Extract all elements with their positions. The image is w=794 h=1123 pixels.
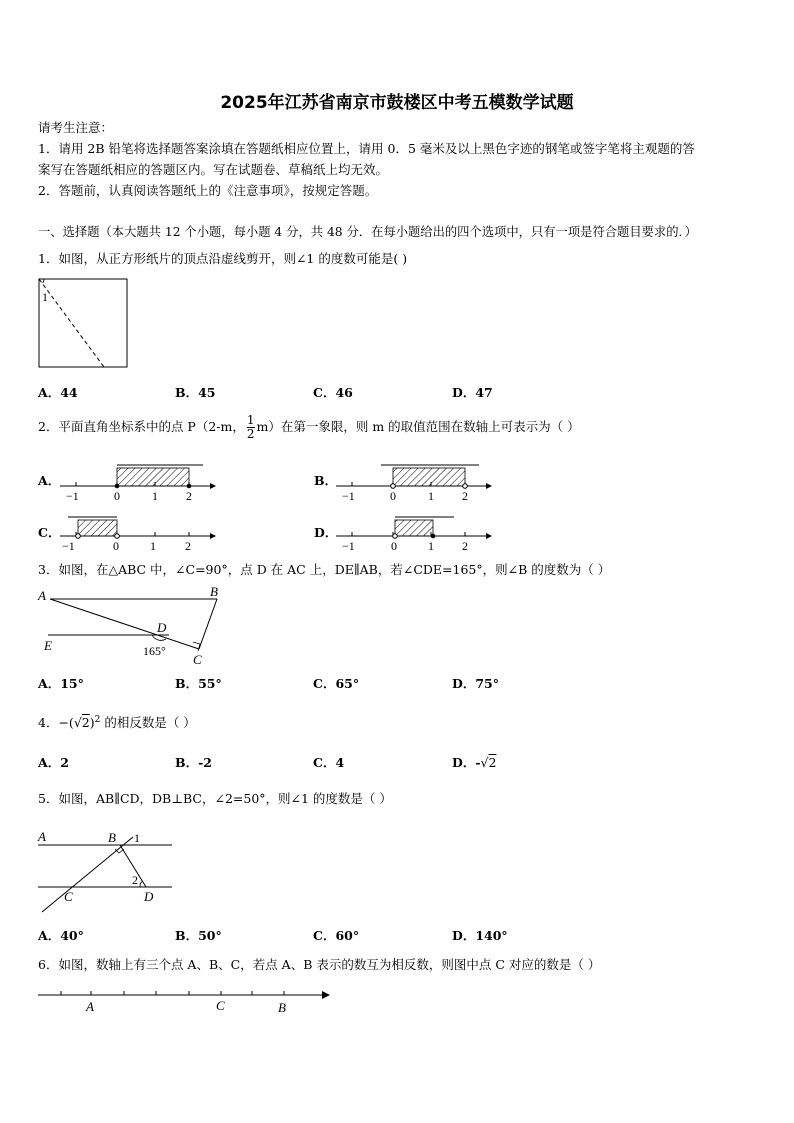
- q4-exponent: 2: [94, 715, 101, 725]
- notice-line-1: 1．请用 2B 铅笔将选择题答案涂填在答题纸相应位置上，请用 0．5 毫米及以上黑色字迹的钢笔或签字笔将主观题的答: [38, 141, 695, 156]
- q2-numberline-a: [60, 458, 220, 502]
- q6-numberline: [36, 986, 336, 1018]
- q3-triangle-figure: [36, 584, 226, 668]
- q6-label-c: C: [216, 998, 225, 1013]
- q1-cut-line: [39, 279, 104, 367]
- tick-label: −1: [62, 539, 75, 553]
- q6-stem: 6．如图，数轴上有三个点 A、B、C，若点 A、B 表示的数互为相反数，则图中点 C 对应的数是（ ）: [38, 957, 601, 972]
- q5-option-c[interactable]: C．60°: [313, 928, 360, 943]
- q5-stem: 5．如图，AB∥CD，DB⊥BC，∠2=50°，则∠1 的度数是（ ）: [38, 791, 392, 806]
- notice-line-2: 2．答题前，认真阅读答题纸上的《注意事项》，按规定答题。: [38, 183, 378, 198]
- q3-angle-label: 165°: [143, 644, 166, 658]
- sqrt-icon: √: [73, 715, 82, 731]
- tick-label: 0: [113, 539, 119, 553]
- q5-angle-1-label: 1: [134, 831, 140, 845]
- tick-label: −1: [342, 489, 355, 503]
- q4-option-a[interactable]: A．2: [38, 755, 69, 770]
- q4-option-d[interactable]: [452, 755, 496, 771]
- q2-stem: [38, 412, 580, 442]
- q4-option-b[interactable]: B．-2: [175, 755, 212, 770]
- q1-square-figure: [38, 278, 130, 370]
- q2-stem-start: 2．平面直角坐标系中的点 P（2-m，: [38, 419, 245, 434]
- q4-radicand: 2: [81, 715, 90, 731]
- notice-heading: 请考生注意：: [38, 120, 114, 135]
- q1-option-b[interactable]: B．45: [175, 385, 216, 400]
- q1-option-d[interactable]: D．47: [452, 385, 493, 400]
- tick-label: 1: [152, 489, 158, 503]
- q5-option-d[interactable]: D．140°: [452, 928, 508, 943]
- q2-stem-end: m）在第一象限，则 m 的取值范围在数轴上可表示为（ ）: [256, 419, 580, 434]
- tick-label: 0: [391, 539, 397, 553]
- q4-option-d-label: D．-: [452, 755, 481, 770]
- q3-stem: 3．如图，在△ABC 中，∠C=90°，点 D 在 AC 上，DE∥AB，若∠CDE=165°，则∠B 的度数为（ ）: [38, 562, 611, 577]
- tick-label: 0: [114, 489, 120, 503]
- q2-fraction-denominator: 2: [246, 427, 255, 441]
- q5-label-a: A: [38, 829, 46, 844]
- tick-label: 0: [390, 489, 396, 503]
- q5-option-a[interactable]: A．40°: [38, 928, 84, 943]
- q1-stem: 1．如图，从正方形纸片的顶点沿虚线剪开，则∠1 的度数可能是( ): [38, 251, 408, 266]
- q2-fraction-numerator: 1: [246, 413, 255, 427]
- tick-label: 2: [186, 489, 192, 503]
- q2-numberline-d: [336, 510, 496, 554]
- q5-label-d: D: [144, 889, 154, 904]
- tick-label: 2: [462, 489, 468, 503]
- tick-label: 2: [185, 539, 191, 553]
- q4-number: 4．: [38, 715, 59, 731]
- sqrt-icon: √: [480, 755, 489, 770]
- q2-option-b[interactable]: B．: [314, 473, 338, 488]
- tick-label: 1: [150, 539, 156, 553]
- q3-label-b: B: [210, 584, 218, 599]
- q2-fraction: [247, 414, 255, 441]
- tick-label: −1: [342, 539, 355, 553]
- tick-label: 1: [428, 539, 434, 553]
- q3-option-b[interactable]: B．55°: [175, 676, 222, 691]
- q5-parallel-figure: [36, 820, 176, 916]
- q3-option-c[interactable]: C．65°: [313, 676, 360, 691]
- q3-label-a: A: [38, 588, 46, 603]
- q3-label-d: D: [157, 620, 167, 635]
- q5-label-b: B: [108, 830, 116, 845]
- q3-option-d[interactable]: D．75°: [452, 676, 499, 691]
- tick-label: 1: [428, 489, 434, 503]
- q2-option-a[interactable]: A．: [38, 473, 61, 488]
- q2-option-d[interactable]: D．: [314, 525, 338, 540]
- q4-option-d-radicand: 2: [488, 755, 497, 770]
- q1-angle-label: 1: [42, 290, 48, 304]
- q5-angle-2-label: 2: [132, 873, 138, 887]
- q2-numberline-c: [60, 510, 220, 554]
- q2-option-c[interactable]: C．: [38, 525, 61, 540]
- q3-label-c: C: [193, 652, 202, 667]
- section-heading: 一、选择题（本大题共 12 个小题，每小题 4 分，共 48 分．在每小题给出的四个选项中，只有一项是符合题目要求的．）: [38, 225, 697, 239]
- q4-stem-end: 的相反数是（ ）: [100, 715, 196, 731]
- notice-line-1-cont: 案写在答题纸相应的答题区内。写在试题卷、草稿纸上均无效。: [38, 162, 389, 177]
- tick-label: −1: [66, 489, 79, 503]
- tick-label: 2: [462, 539, 468, 553]
- q4-stem: [38, 712, 196, 731]
- q4-expr-open: −(: [58, 715, 74, 731]
- q6-label-a: A: [86, 999, 94, 1014]
- q2-numberline-b: [336, 458, 496, 502]
- q4-expr-close: ): [89, 715, 95, 731]
- q4-option-c[interactable]: C．4: [313, 755, 345, 770]
- q6-label-b: B: [278, 1000, 286, 1015]
- q5-label-c: C: [64, 889, 73, 904]
- page-title: 2025年江苏省南京市鼓楼区中考五模数学试题: [220, 93, 574, 113]
- q1-option-a[interactable]: A．44: [38, 385, 78, 400]
- q3-label-e: E: [44, 638, 52, 653]
- q3-option-a[interactable]: A．15°: [38, 676, 84, 691]
- q1-option-c[interactable]: C．46: [313, 385, 353, 400]
- q5-option-b[interactable]: B．50°: [175, 928, 222, 943]
